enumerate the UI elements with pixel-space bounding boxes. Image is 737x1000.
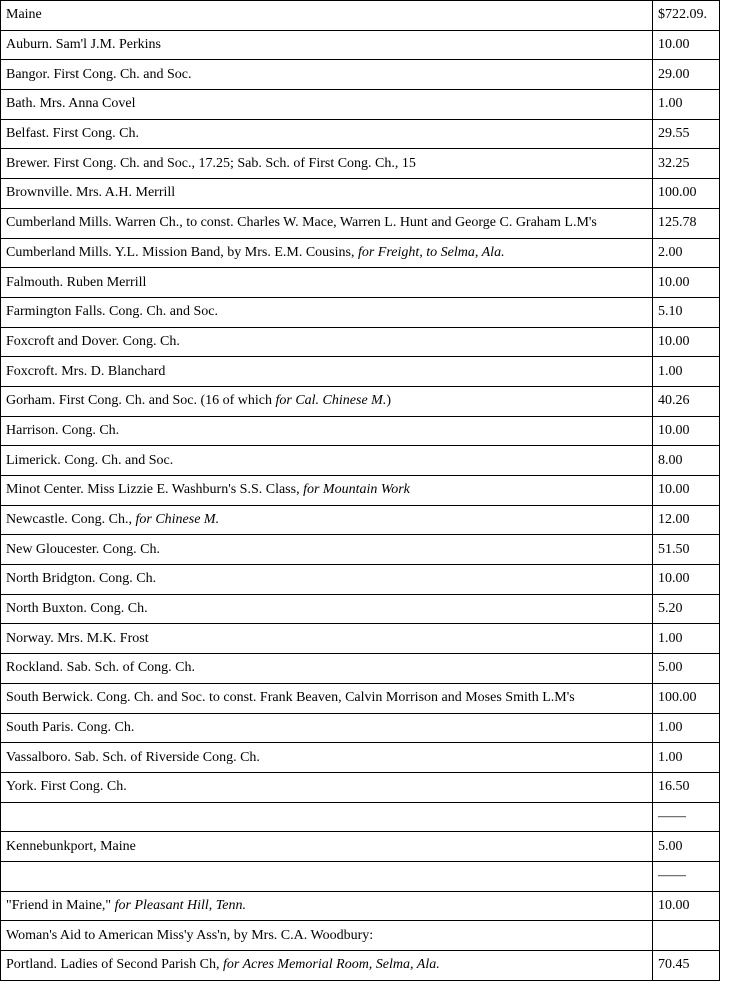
donor-description-cell [1, 891, 653, 921]
table-row [1, 1, 720, 31]
amount-cell: 5.00 [653, 654, 720, 684]
donor-description-cell [1, 743, 653, 773]
table-row [1, 921, 720, 951]
amount-cell [653, 921, 720, 951]
donor-description-cell [1, 802, 653, 832]
donor-text: North Buxton. Cong. Ch. [6, 601, 148, 617]
donor-text: Limerick. Cong. Ch. and Soc. [6, 452, 174, 468]
donor-description-cell [1, 713, 653, 743]
amount-cell: 29.00 [653, 60, 720, 90]
table-row [1, 30, 720, 60]
donor-text: Auburn. Sam'l J.M. Perkins [6, 37, 161, 53]
donor-description-cell [1, 1, 653, 31]
table-row [1, 594, 720, 624]
amount-cell: 5.00 [653, 832, 720, 862]
amount-cell: 10.00 [653, 476, 720, 506]
donor-description-cell [1, 832, 653, 862]
donor-text: Falmouth. Ruben Merrill [6, 274, 147, 290]
donor-text: Bath. Mrs. Anna Covel [6, 96, 136, 112]
donor-text: Maine [6, 7, 42, 23]
donor-description-cell [1, 921, 653, 951]
table-row [1, 891, 720, 921]
donor-text: New Gloucester. Cong. Ch. [6, 541, 160, 557]
donor-description-cell [1, 90, 653, 120]
table-row [1, 832, 720, 862]
table-row [1, 238, 720, 268]
amount-cell: 1.00 [653, 357, 720, 387]
donor-description-cell [1, 357, 653, 387]
table-row [1, 268, 720, 298]
table-row [1, 624, 720, 654]
amount-cell: 51.50 [653, 535, 720, 565]
donor-description-cell [1, 119, 653, 149]
donor-description-cell [1, 60, 653, 90]
donor-description-cell [1, 297, 653, 327]
amount-cell: 1.00 [653, 624, 720, 654]
donor-text: Foxcroft. Mrs. D. Blanchard [6, 363, 166, 379]
amount-cell: 10.00 [653, 268, 720, 298]
table-row [1, 535, 720, 565]
amount-cell: 10.00 [653, 30, 720, 60]
table-row [1, 208, 720, 238]
donor-text: Foxcroft and Dover. Cong. Ch. [6, 333, 180, 349]
donor-text: South Berwick. Cong. Ch. and Soc. to const. Frank Beaven, Calvin Morrison and Moses Smith L.M's [6, 690, 575, 706]
donor-text: Woman's Aid to American Miss'y Ass'n, by Mrs. C.A. Woodbury: [6, 927, 374, 943]
table-row [1, 386, 720, 416]
donor-text: York. First Cong. Ch. [6, 779, 127, 795]
donor-description-cell [1, 683, 653, 713]
table-row [1, 446, 720, 476]
donor-description-cell [1, 505, 653, 535]
amount-cell: —— [653, 802, 720, 832]
amount-cell: 10.00 [653, 891, 720, 921]
amount-cell: 32.25 [653, 149, 720, 179]
donor-text: Cumberland Mills. Warren Ch., to const. Charles W. Mace, Warren L. Hunt and George C. Graham L.M's [6, 215, 597, 231]
donor-text: Belfast. First Cong. Ch. [6, 126, 140, 142]
amount-cell: 70.45 [653, 951, 720, 981]
amount-cell: 100.00 [653, 683, 720, 713]
donor-text: Brownville. Mrs. A.H. Merrill [6, 185, 176, 201]
table-row [1, 772, 720, 802]
table-row [1, 505, 720, 535]
designation-text: for Freight, to Selma, Ala. [357, 244, 505, 260]
table-row [1, 683, 720, 713]
amount-cell: 5.10 [653, 297, 720, 327]
donor-description-cell [1, 30, 653, 60]
table-row [1, 357, 720, 387]
donor-description-cell [1, 861, 653, 891]
donor-text: Newcastle. Cong. Ch., [6, 512, 136, 528]
table-row [1, 297, 720, 327]
designation-text: for Chinese M. [135, 512, 220, 528]
donor-text: Gorham. First Cong. Ch. and Soc. (16 of which [6, 393, 276, 409]
table-row [1, 565, 720, 595]
donor-description-cell [1, 238, 653, 268]
donor-text: North Bridgton. Cong. Ch. [6, 571, 157, 587]
donor-text: Vassalboro. Sab. Sch. of Riverside Cong. Ch. [6, 749, 260, 765]
table-row [1, 743, 720, 773]
donor-text: "Friend in Maine," [6, 897, 115, 913]
amount-cell: 10.00 [653, 416, 720, 446]
amount-cell: 16.50 [653, 772, 720, 802]
donor-description-cell [1, 535, 653, 565]
designation-text: for Acres Memorial Room, Selma, Ala. [222, 957, 440, 973]
table-row [1, 327, 720, 357]
table-row [1, 179, 720, 209]
donor-text: Harrison. Cong. Ch. [6, 422, 120, 438]
table-row [1, 654, 720, 684]
table-row [1, 416, 720, 446]
table-row [1, 90, 720, 120]
amount-cell: 29.55 [653, 119, 720, 149]
donor-description-cell [1, 624, 653, 654]
donor-text: South Paris. Cong. Ch. [6, 719, 135, 735]
amount-cell: —— [653, 861, 720, 891]
donor-description-cell [1, 565, 653, 595]
donor-description-cell [1, 654, 653, 684]
amount-cell: 125.78 [653, 208, 720, 238]
donor-description-cell [1, 772, 653, 802]
amount-cell: 10.00 [653, 327, 720, 357]
table-row [1, 119, 720, 149]
donor-description-cell [1, 476, 653, 506]
amount-cell: 10.00 [653, 565, 720, 595]
donor-description-cell [1, 268, 653, 298]
table-row [1, 149, 720, 179]
donor-text: Rockland. Sab. Sch. of Cong. Ch. [6, 660, 195, 676]
amount-cell: 100.00 [653, 179, 720, 209]
donor-description-cell [1, 208, 653, 238]
donor-text: Minot Center. Miss Lizzie E. Washburn's S.S. Class, [6, 482, 304, 498]
donor-description-cell [1, 179, 653, 209]
donor-text: ) [386, 393, 391, 409]
amount-cell: 12.00 [653, 505, 720, 535]
donor-text: Kennebunkport, Maine [6, 838, 136, 854]
table-row [1, 802, 720, 832]
amount-cell: 5.20 [653, 594, 720, 624]
amount-cell: 40.26 [653, 386, 720, 416]
donor-text: Cumberland Mills. Y.L. Mission Band, by Mrs. E.M. Cousins, [6, 244, 358, 260]
table-row [1, 60, 720, 90]
donor-text: Bangor. First Cong. Ch. and Soc. [6, 66, 192, 82]
amount-cell: 8.00 [653, 446, 720, 476]
table-row [1, 861, 720, 891]
donor-text: Portland. Ladies of Second Parish Ch, [6, 957, 223, 973]
donor-description-cell [1, 149, 653, 179]
amount-cell: $722.09. [653, 1, 720, 31]
donor-description-cell [1, 327, 653, 357]
table-row [1, 713, 720, 743]
designation-text: for Cal. Chinese M. [275, 393, 387, 409]
donations-table-body [1, 1, 720, 981]
designation-text: for Pleasant Hill, Tenn. [114, 897, 246, 913]
donor-description-cell [1, 446, 653, 476]
donor-description-cell [1, 594, 653, 624]
donor-text: Norway. Mrs. M.K. Frost [6, 630, 149, 646]
table-row [1, 476, 720, 506]
designation-text: for Mountain Work [303, 482, 410, 498]
donor-description-cell [1, 416, 653, 446]
table-row [1, 951, 720, 981]
donor-description-cell [1, 951, 653, 981]
donor-text: Farmington Falls. Cong. Ch. and Soc. [6, 304, 218, 320]
donor-text: Brewer. First Cong. Ch. and Soc., 17.25; Sab. Sch. of First Cong. Ch., 15 [6, 155, 416, 171]
donor-description-cell [1, 386, 653, 416]
amount-cell: 1.00 [653, 713, 720, 743]
amount-cell: 1.00 [653, 743, 720, 773]
amount-cell: 1.00 [653, 90, 720, 120]
amount-cell: 2.00 [653, 238, 720, 268]
